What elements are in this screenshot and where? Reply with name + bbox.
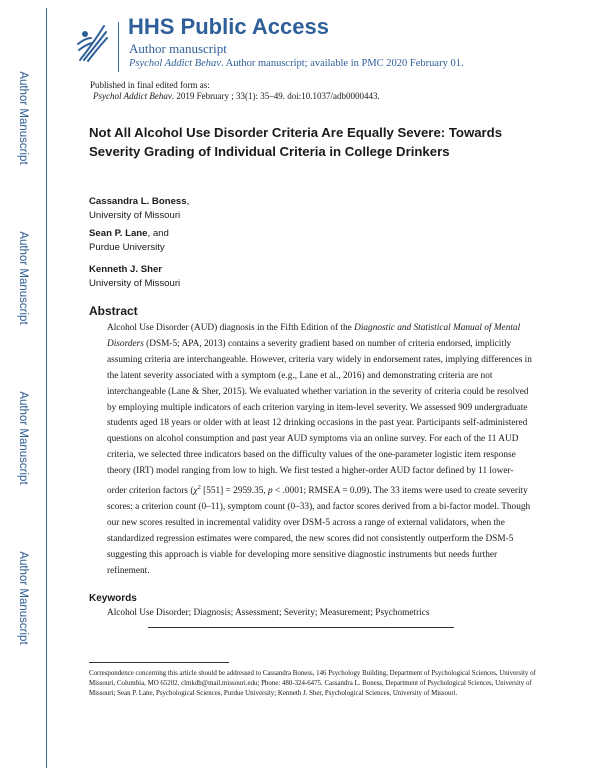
author-name: Sean P. Lane, and xyxy=(89,228,169,239)
author-affiliation: University of Missouri xyxy=(89,278,181,289)
abstract-heading: Abstract xyxy=(89,304,138,318)
author-name: Cassandra L. Boness, xyxy=(89,196,190,207)
abstract-body: Alcohol Use Disorder (AUD) diagnosis in the Fifth Edition of the Diagnostic and Statistical Manual of Mental Disorders (DSM-5; APA, 2013) contains a severity gradient based on number of criteria endorsed, implicitly assuming criteria are interchangeable. However, criteria vary widely in endorsement rates, implying differences in the latent severity associated with a symptom (e.g., Lane et al., 2016) and demonstrating criteria are not interchangeable (Lane & Sher, 2015). We evaluated whether variation in the severity of criteria could be resolved by employing multiple indicators of each criterion varying in item-level severity. We assessed 909 undergraduate students aged 18 years or older with at least 12 drinking occasions in the past year. Participants self-administered questions on alcohol consumption and past year AUD symptoms via an online survey. For each of the 11 AUD criteria, we selected three indicators based on the difficulty values of the one-parameter logistic item response theory (IRT) model ranging from low to high. We first tested a higher-order AUD factor defined by 11 lower-order criterion factors ($\chi^2$ [551] = 2959.35, p < .0001; RMSEA = 0.09). The 33 items were used to create severity scores: a criterion count (0–11), symptom count (0–33), and factor scores derived from a bi-factor model. Though our new scores resulted in incremental validity over DSM-5 across a range of external validators, when the standardized regression estimates were compared, the new scores did not consistently outperform the DSM-5 suggesting this approach is viable for developing more sensitive diagnostic instruments but needs further refinement. xyxy=(107,323,532,576)
hhs-eagle-logo-icon xyxy=(76,20,108,64)
citation: Psychol Addict Behav. 2019 February ; 33(1): 35–49. doi:10.1037/adb0000443. xyxy=(93,91,380,101)
header-title: HHS Public Access xyxy=(128,14,329,39)
header-divider xyxy=(118,22,119,72)
article-title: Not All Alcohol Use Disorder Criteria Are Equally Severe: Towards Severity Grading of Individual Criteria in College Drinkers xyxy=(89,125,503,159)
author-name: Kenneth J. Sher xyxy=(89,264,163,275)
footnote: Correspondence concerning this article should be addressed to Cassandra Boness, 146 Psychology Building, Department of Psychological Sciences, University of Missouri, Columbia, MO 65202. clmkdb@mail.missouri.edu; Phone: 480-324-6475. Cassandra L. Boness, Department of Psychological Sciences, University of Missouri; Sean P. Lane, Psychological Sciences, Purdue University; Kenneth J. Sher, Psychological Sciences, University of Missouri. xyxy=(89,670,536,698)
published-in-label: Published in final edited form as: xyxy=(90,80,210,90)
sidebar-rule xyxy=(46,8,47,768)
header-subtitle: Author manuscript xyxy=(129,41,227,56)
section-divider xyxy=(148,627,454,628)
author-affiliation: Purdue University xyxy=(89,242,165,253)
header-availability: Psychol Addict Behav. Author manuscript; available in PMC 2020 February 01. xyxy=(129,58,464,69)
keywords-list: Alcohol Use Disorder; Diagnosis; Assessment; Severity; Measurement; Psychometrics xyxy=(107,608,430,618)
author-affiliation: University of Missouri xyxy=(89,210,181,221)
keywords-heading: Keywords xyxy=(89,593,137,604)
footnote-rule xyxy=(89,662,229,663)
